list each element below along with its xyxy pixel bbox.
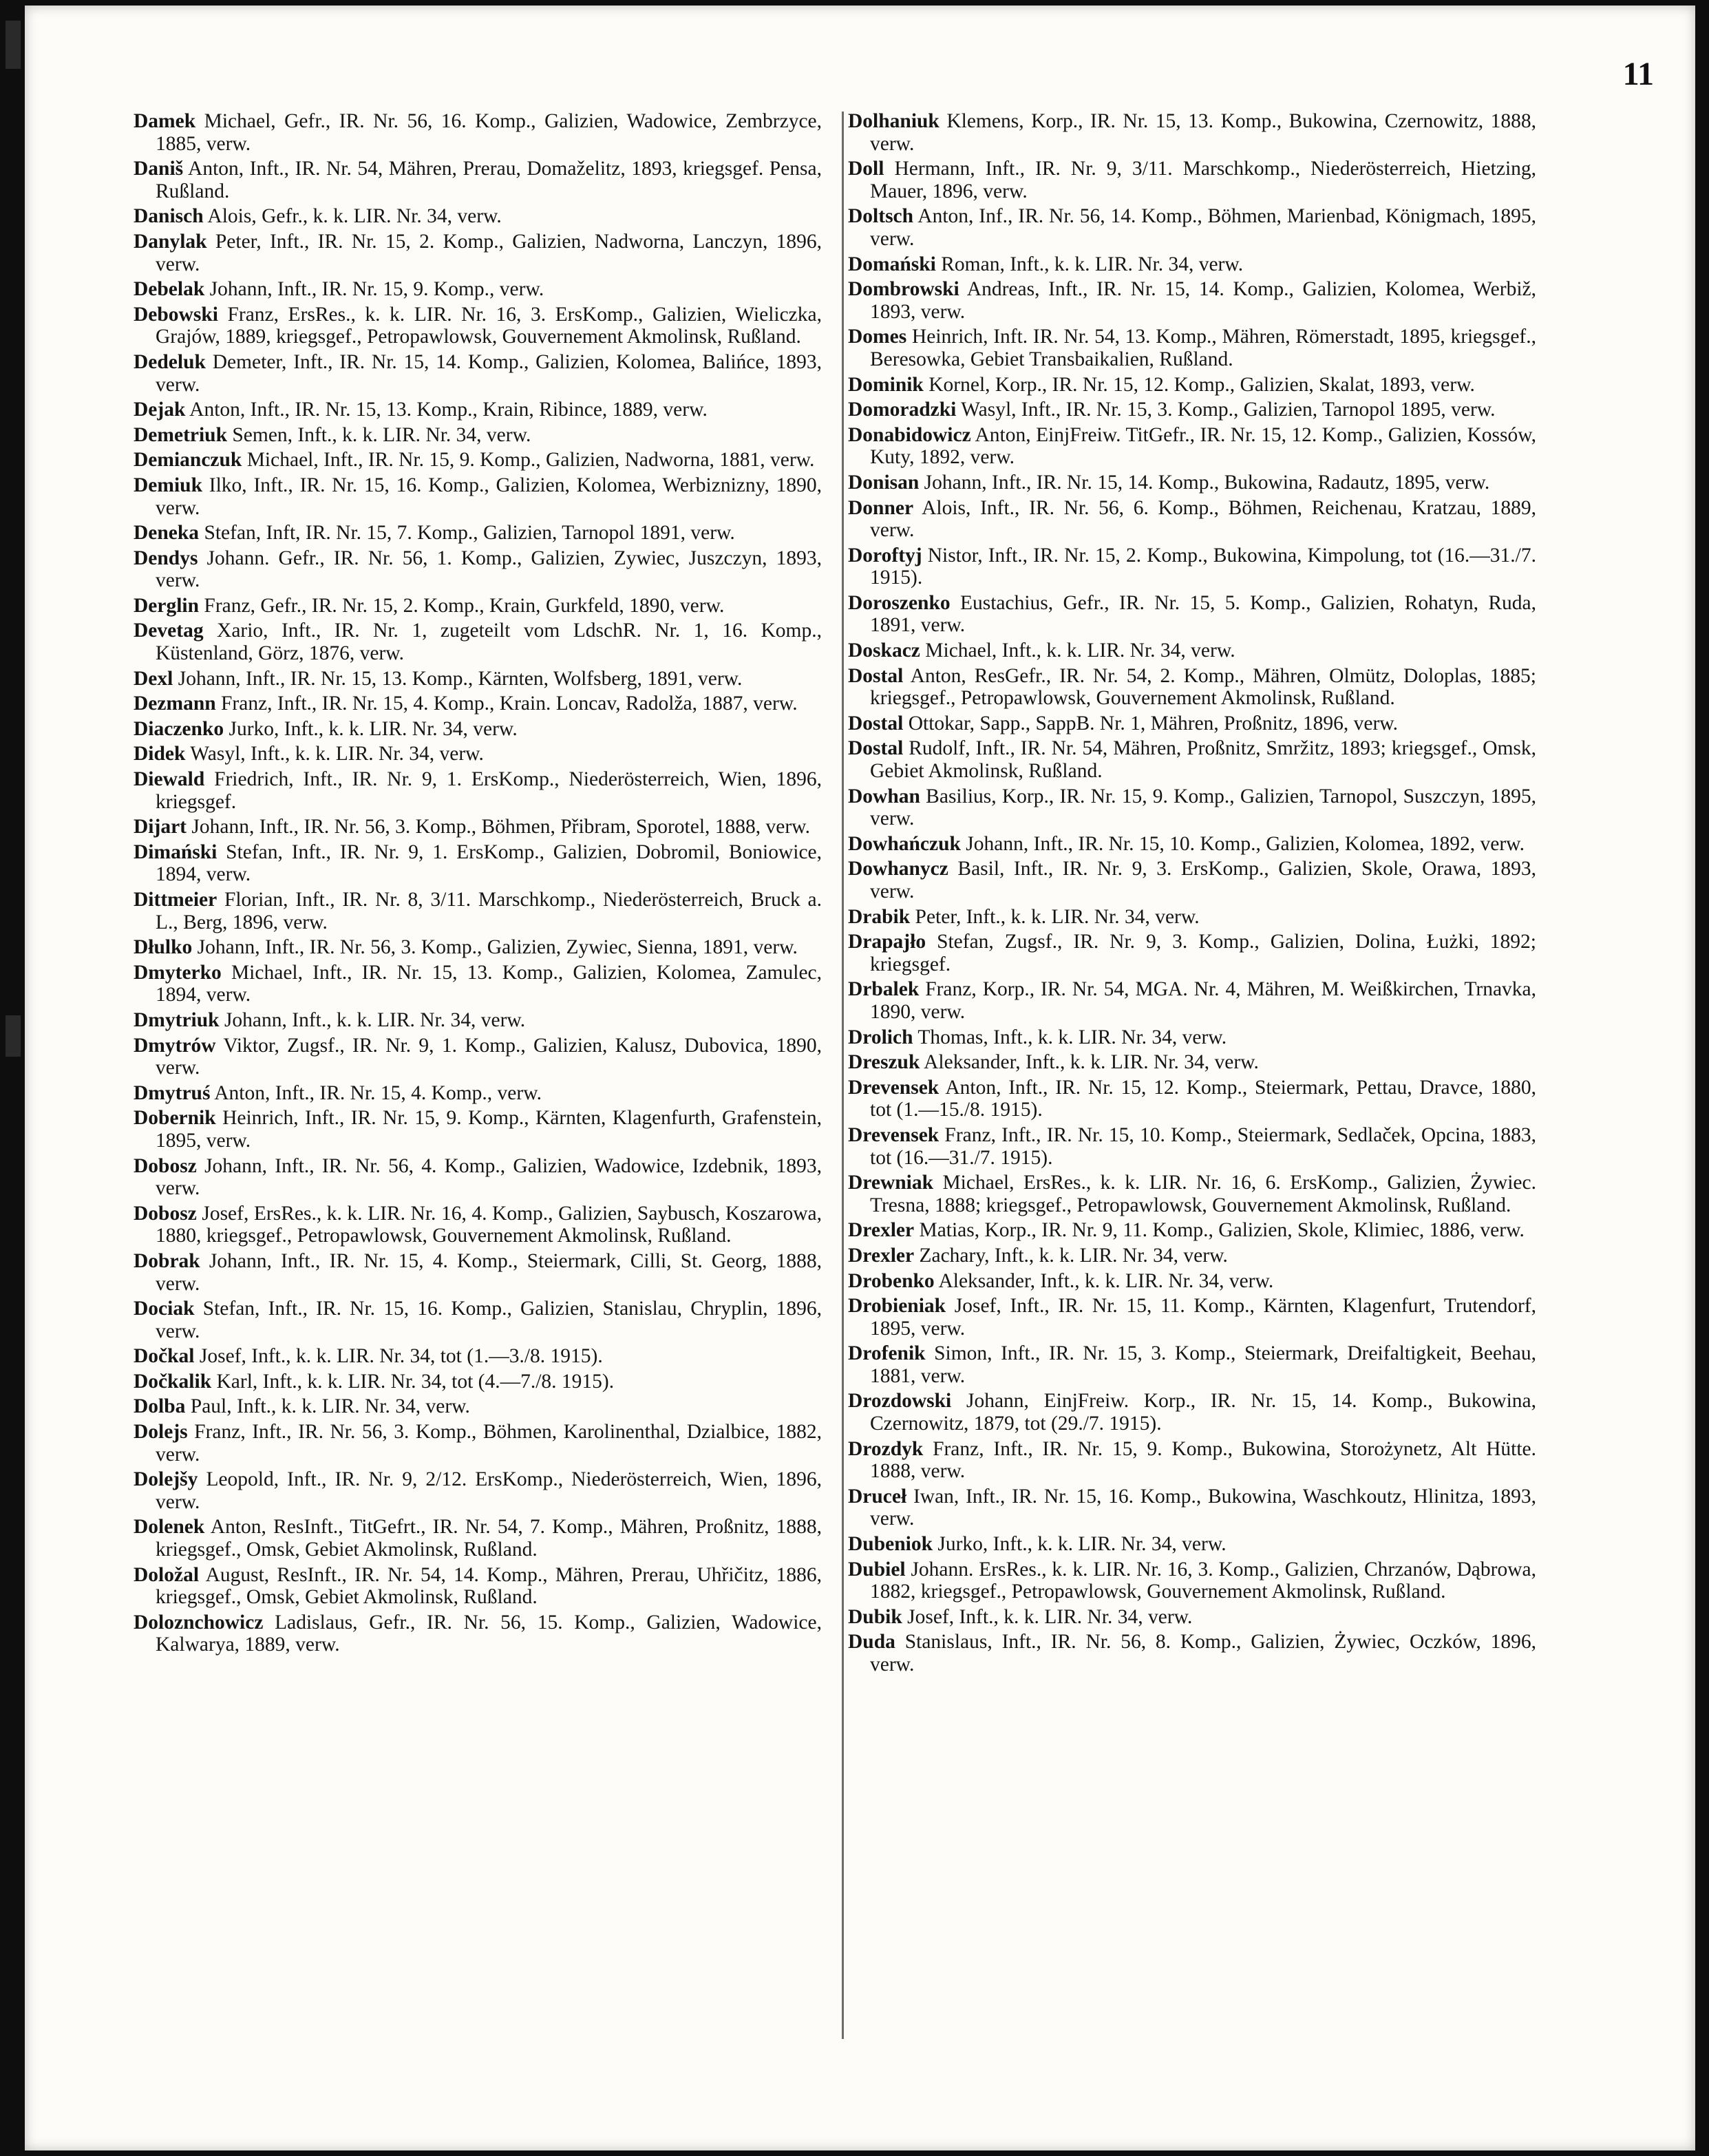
register-entry xyxy=(134,1298,822,1342)
entry-surname: Dobosz xyxy=(134,1154,197,1177)
entry-details: Matias, Korp., IR. Nr. 9, 11. Komp., Galizien, Skole, Klimiec, 1886, verw. xyxy=(919,1219,1525,1242)
register-entry xyxy=(848,906,1536,929)
entry-details: Peter, Inft., k. k. LIR. Nr. 34, verw. xyxy=(915,905,1200,928)
entry-details: Anton, ResGefr., IR. Nr. 54, 2. Komp., Mähren, Olmütz, Doloplas, 1885; kriegsgef., Petropawlowsk, Gouvernement Akmolinsk, Rußland. xyxy=(870,664,1536,710)
entry-surname: Donisan xyxy=(848,471,920,494)
entry-details: Franz, Inft., IR. Nr. 56, 3. Komp., Böhmen, Karolinenthal, Dzialbice, 1882, verw. xyxy=(156,1421,822,1466)
entry-details: Basil, Inft., IR. Nr. 9, 3. ErsKomp., Galizien, Skole, Orawa, 1893, verw. xyxy=(870,858,1537,902)
entry-details: Michael, Inft., IR. Nr. 15, 9. Komp., Galizien, Nadworna, 1881, verw. xyxy=(246,449,815,472)
entry-surname: Doroftyj xyxy=(848,544,922,567)
entry-details: Iwan, Inft., IR. Nr. 15, 16. Komp., Bukowina, Waschkoutz, Hlinitza, 1893, verw. xyxy=(870,1485,1536,1530)
entry-details: Basilius, Korp., IR. Nr. 15, 9. Komp., Galizien, Tarnopol, Suszczyn, 1895, verw. xyxy=(870,785,1537,830)
register-entry xyxy=(134,743,822,765)
entry-surname: Danylak xyxy=(134,230,207,253)
entry-details: Anton, Inft., IR. Nr. 15, 13. Komp., Krain, Ribince, 1889, verw. xyxy=(189,399,708,421)
register-entry xyxy=(134,718,822,741)
register-entry xyxy=(848,858,1536,902)
register-entry xyxy=(134,351,822,396)
register-entry xyxy=(134,936,822,959)
register-entry xyxy=(134,231,822,275)
entry-details: Ottokar, Sapp., SappB. Nr. 1, Mähren, Proßnitz, 1896, verw. xyxy=(908,712,1399,734)
entry-details: Michael, ErsRes., k. k. LIR. Nr. 16, 6. ErsKomp., Galizien, Żywiec. Tresna, 1888; kriegsgef., Petropawlowsk, Gouvernement Akmolinsk, Rußland. xyxy=(870,1172,1536,1216)
entry-surname: Damek xyxy=(134,110,196,132)
register-entry xyxy=(134,424,822,447)
entry-details: Alois, Inft., IR. Nr. 56, 6. Komp., Böhmen, Reichenau, Kratzau, 1889, verw. xyxy=(870,496,1536,542)
entry-details: Jurko, Inft., k. k. LIR. Nr. 34, verw. xyxy=(229,717,518,740)
entry-surname: Dolejs xyxy=(134,1421,188,1444)
entry-surname: Drevensek xyxy=(848,1123,940,1146)
register-entry xyxy=(134,816,822,838)
register-entry xyxy=(848,1438,1536,1483)
register-entry xyxy=(134,522,822,545)
register-entry xyxy=(848,833,1536,856)
register-entry xyxy=(848,978,1536,1023)
entry-details: Jurko, Inft., k. k. LIR. Nr. 34, verw. xyxy=(937,1533,1227,1556)
entry-details: Stefan, Inft, IR. Nr. 15, 7. Komp., Galizien, Tarnopol 1891, verw. xyxy=(204,522,735,545)
register-entry xyxy=(134,1371,822,1393)
entry-surname: Drozdowski xyxy=(848,1390,952,1413)
entry-details: Hermann, Inft., IR. Nr. 9, 3/11. Marschkomp., Niederösterreich, Hietzing, Mauer, 1896, verw. xyxy=(870,158,1537,202)
binding-edge-mark xyxy=(6,21,21,69)
entry-surname: Dolenek xyxy=(134,1516,205,1539)
entry-surname: Domes xyxy=(848,326,907,348)
entry-details: Johann, EinjFreiw. Korp., IR. Nr. 15, 14. Komp., Bukowina, Czernowitz, 1879, tot (29./7. 1915). xyxy=(870,1390,1536,1435)
entry-details: Nistor, Inft., IR. Nr. 15, 2. Komp., Bukowina, Kimpolung, tot (16.—31./7. 1915). xyxy=(870,544,1536,589)
entry-surname: Dostal xyxy=(848,664,904,687)
register-entry xyxy=(848,1026,1536,1049)
entry-details: Wasyl, Inft., k. k. LIR. Nr. 34, verw. xyxy=(190,743,484,765)
entry-details: Paul, Inft., k. k. LIR. Nr. 34, verw. xyxy=(190,1395,470,1418)
entry-details: Johann, Inft., IR. Nr. 15, 9. Komp., verw. xyxy=(209,278,544,301)
register-entry xyxy=(134,1082,822,1105)
entry-surname: Dmytruś xyxy=(134,1081,211,1104)
entry-details: Semen, Inft., k. k. LIR. Nr. 34, verw. xyxy=(232,423,531,446)
entry-surname: Demiuk xyxy=(134,474,202,496)
entry-surname: Doloznchowicz xyxy=(134,1611,264,1634)
entry-details: Franz, Gefr., IR. Nr. 15, 2. Komp., Krain, Gurkfeld, 1890, verw. xyxy=(204,594,725,617)
entry-surname: Doll xyxy=(848,158,884,180)
entry-details: Anton, ResInft., TitGefrt., IR. Nr. 54, 7. Komp., Mähren, Proßnitz, 1888, kriegsgef., Omsk, Gebiet Akmolinsk, Rußland. xyxy=(156,1516,822,1561)
entry-surname: Drevensek xyxy=(848,1076,940,1099)
entry-details: Stefan, Zugsf., IR. Nr. 9, 3. Komp., Galizien, Dolina, Łużki, 1892; kriegsgef. xyxy=(870,931,1537,975)
entry-surname: Drexler xyxy=(848,1244,915,1267)
entry-surname: Dowhanycz xyxy=(848,858,948,880)
entry-details: Andreas, Inft., IR. Nr. 15, 14. Komp., Galizien, Kolomea, Werbiž, 1893, verw. xyxy=(870,278,1536,323)
register-entry xyxy=(848,1270,1536,1293)
register-entry xyxy=(848,737,1536,782)
column-rule xyxy=(842,112,844,2039)
entry-surname: Debelak xyxy=(134,278,205,301)
register-entry xyxy=(848,1342,1536,1387)
entry-surname: Dłulko xyxy=(134,936,193,959)
entry-surname: Diaczenko xyxy=(134,717,224,740)
register-entry xyxy=(848,1172,1536,1216)
entry-surname: Drabik xyxy=(848,905,911,928)
entry-details: Johann, Inft., k. k. LIR. Nr. 34, verw. xyxy=(224,1008,526,1031)
entry-surname: Devetag xyxy=(134,620,204,642)
entry-surname: Drewniak xyxy=(848,1172,934,1194)
entry-details: Klemens, Korp., IR. Nr. 15, 13. Komp., Bukowina, Czernowitz, 1888, verw. xyxy=(870,110,1537,155)
entry-surname: Dexl xyxy=(134,667,173,690)
register-entry xyxy=(848,931,1536,975)
register-entry xyxy=(848,278,1536,323)
entry-details: Michael, Inft., k. k. LIR. Nr. 34, verw. xyxy=(925,640,1235,662)
register-entry xyxy=(134,620,822,664)
entry-details: Florian, Inft., IR. Nr. 8, 3/11. Marschkomp., Niederösterreich, Bruck a. L., Berg, 1896, verw. xyxy=(156,889,822,933)
entry-details: Josef, Inft., k. k. LIR. Nr. 34, verw. xyxy=(907,1605,1193,1628)
entry-details: Franz, Inft., IR. Nr. 15, 9. Komp., Bukowina, Storożynetz, Alt Hütte. 1888, verw. xyxy=(870,1437,1537,1483)
register-entry xyxy=(848,1486,1536,1530)
entry-surname: Dittmeier xyxy=(134,889,217,911)
entry-surname: Dijart xyxy=(134,816,187,838)
entry-surname: Domoradzki xyxy=(848,399,957,421)
entry-surname: Debowski xyxy=(134,303,218,326)
register-entry xyxy=(134,1107,822,1152)
register-entry xyxy=(848,1606,1536,1629)
register-entry xyxy=(848,1219,1536,1242)
entry-details: Kornel, Korp., IR. Nr. 15, 12. Komp., Galizien, Skalat, 1893, verw. xyxy=(928,373,1475,396)
register-entry xyxy=(848,158,1536,202)
register-entry xyxy=(848,1558,1536,1603)
entry-details: Michael, Gefr., IR. Nr. 56, 16. Komp., Galizien, Wadowice, Zembrzyce, 1885, verw. xyxy=(156,110,822,155)
entry-surname: Dobrak xyxy=(134,1249,200,1272)
page-number: 11 xyxy=(1622,56,1654,92)
entry-surname: Dowhańczuk xyxy=(848,832,961,855)
entry-surname: Dočkal xyxy=(134,1345,195,1368)
register-entry xyxy=(848,785,1536,830)
entry-surname: Doskacz xyxy=(848,640,920,662)
entry-details: Franz, Korp., IR. Nr. 54, MGA. Nr. 4, Mähren, M. Weißkirchen, Trnavka, 1890, verw. xyxy=(870,978,1537,1023)
register-entry xyxy=(134,1611,822,1656)
entry-surname: Demetriuk xyxy=(134,423,227,446)
entry-details: Franz, Inft., IR. Nr. 15, 4. Komp., Krain. Loncav, Radolža, 1887, verw. xyxy=(221,693,798,715)
entry-details: Thomas, Inft., k. k. LIR. Nr. 34, verw. xyxy=(917,1026,1227,1048)
entry-details: Simon, Inft., IR. Nr. 15, 3. Komp., Steiermark, Dreifaltigkeit, Beehau, 1881, verw. xyxy=(870,1342,1537,1387)
entry-surname: Dobosz xyxy=(134,1202,197,1225)
register-entry xyxy=(134,205,822,228)
register-entry xyxy=(134,278,822,301)
entry-surname: Donabidowicz xyxy=(848,423,971,446)
entry-details: August, ResInft., IR. Nr. 54, 14. Komp., Mähren, Prerau, Uhřičitz, 1886, kriegsgef., Omsk, Gebiet Akmolinsk, Rußland. xyxy=(156,1563,822,1609)
register-entry xyxy=(848,640,1536,662)
register-entry xyxy=(848,1631,1536,1676)
entry-details: Johann. ErsRes., k. k. LIR. Nr. 16, 3. Komp., Galizien, Chrzanów, Dąbrowa, 1882, kriegsgef., Petropawlowsk, Gouvernement Akmolinsk, Rußland. xyxy=(870,1558,1536,1603)
entry-details: Stanislaus, Inft., IR. Nr. 56, 8. Komp., Galizien, Żywiec, Oczków, 1896, verw. xyxy=(870,1631,1536,1676)
register-entry xyxy=(134,474,822,519)
register-entry xyxy=(134,668,822,690)
register-entry xyxy=(848,110,1536,155)
entry-surname: Dejak xyxy=(134,399,186,421)
register-entry xyxy=(848,665,1536,710)
register-entry xyxy=(848,399,1536,421)
entry-surname: Dominik xyxy=(848,373,924,396)
entry-details: Anton, EinjFreiw. TitGefr., IR. Nr. 15, 12. Komp., Galizien, Kossów, Kuty, 1892, verw. xyxy=(870,423,1536,469)
register-entry xyxy=(848,1295,1536,1340)
register-entry xyxy=(134,1345,822,1368)
entry-details: Johann, Inft., IR. Nr. 15, 13. Komp., Kärnten, Wolfsberg, 1891, verw. xyxy=(178,667,743,690)
register-entry xyxy=(134,841,822,886)
entry-details: Ilko, Inft., IR. Nr. 15, 16. Komp., Galizien, Kolomea, Werbiznizny, 1890, verw. xyxy=(156,474,822,519)
register-entry xyxy=(134,547,822,592)
register-entry xyxy=(848,712,1536,735)
entry-details: Johann, Inft., IR. Nr. 15, 14. Komp., Bukowina, Radautz, 1895, verw. xyxy=(924,471,1490,494)
entry-details: Zachary, Inft., k. k. LIR. Nr. 34, verw. xyxy=(919,1244,1228,1267)
entry-surname: Drapajło xyxy=(848,931,926,953)
register-entry xyxy=(134,768,822,813)
right-column xyxy=(848,110,1536,1679)
register-entry xyxy=(134,1009,822,1032)
entry-surname: Doltsch xyxy=(848,205,914,228)
register-entry xyxy=(134,1203,822,1247)
entry-details: Josef, Inft., k. k. LIR. Nr. 34, tot (1.—3./8. 1915). xyxy=(199,1345,603,1368)
entry-surname: Doroszenko xyxy=(848,591,951,614)
entry-surname: Drozdyk xyxy=(848,1437,924,1460)
entry-surname: Dubiel xyxy=(848,1558,906,1581)
entry-surname: Duda xyxy=(848,1631,895,1653)
entry-details: Johann, Inft., IR. Nr. 56, 4. Komp., Galizien, Wadowice, Izdebnik, 1893, verw. xyxy=(156,1154,822,1200)
register-entry xyxy=(134,1516,822,1561)
register-entry xyxy=(134,1421,822,1466)
register-entry xyxy=(134,449,822,472)
entry-details: Stefan, Inft., IR. Nr. 9, 1. ErsKomp., Galizien, Dobromil, Boniowice, 1894, verw. xyxy=(156,841,822,886)
register-entry xyxy=(134,1250,822,1295)
register-entry xyxy=(134,399,822,421)
register-entry xyxy=(848,472,1536,494)
register-entry xyxy=(134,1155,822,1200)
entry-details: Anton, Inft., IR. Nr. 15, 12. Komp., Steiermark, Pettau, Dravce, 1880, tot (1.—15./8. 1915). xyxy=(870,1076,1536,1121)
entry-surname: Derglin xyxy=(134,594,200,617)
entry-details: Aleksander, Inft., k. k. LIR. Nr. 34, verw. xyxy=(938,1269,1274,1292)
entry-details: Josef, ErsRes., k. k. LIR. Nr. 16, 4. Komp., Galizien, Saybusch, Koszarowa, 1880, kriegsgef., Petropawlowsk, Gouvernement Akmolinsk, Rußland. xyxy=(156,1202,822,1247)
entry-surname: Didek xyxy=(134,743,186,765)
entry-details: Johann, Inft., IR. Nr. 56, 3. Komp., Galizien, Zywiec, Sienna, 1891, verw. xyxy=(197,936,798,959)
entry-details: Johann. Gefr., IR. Nr. 56, 1. Komp., Galizien, Zywiec, Juszczyn, 1893, verw. xyxy=(156,547,822,592)
entry-surname: Drobieniak xyxy=(848,1295,946,1318)
entry-details: Anton, Inf., IR. Nr. 56, 14. Komp., Böhmen, Marienbad, Königmach, 1895, verw. xyxy=(870,205,1536,250)
binding-edge-mark xyxy=(6,1015,21,1057)
entry-surname: Dubeniok xyxy=(848,1533,933,1556)
entry-details: Karl, Inft., k. k. LIR. Nr. 34, tot (4.—7./8. 1915). xyxy=(216,1370,615,1393)
entry-surname: Dmytriuk xyxy=(134,1008,220,1031)
entry-surname: Drofenik xyxy=(848,1342,926,1365)
register-entry xyxy=(848,497,1536,542)
entry-details: Ladislaus, Gefr., IR. Nr. 56, 15. Komp., Galizien, Wadowice, Kalwarya, 1889, verw. xyxy=(156,1611,822,1656)
entry-details: Franz, ErsRes., k. k. LIR. Nr. 16, 3. ErsKomp., Galizien, Wieliczka, Grajów, 1889, kriegsgef., Petropawlowsk, Gouvernement Akmolinsk, Rußland. xyxy=(156,303,822,348)
register-entry xyxy=(848,545,1536,589)
register-entry xyxy=(848,374,1536,397)
entry-details: Aleksander, Inft., k. k. LIR. Nr. 34, verw. xyxy=(924,1051,1259,1074)
entry-details: Franz, Inft., IR. Nr. 15, 10. Komp., Steiermark, Sedlaček, Opcina, 1883, tot (16.—31./7. 1915). xyxy=(870,1123,1536,1169)
entry-details: Demeter, Inft., IR. Nr. 15, 14. Komp., Galizien, Kolomea, Balińce, 1893, verw. xyxy=(156,350,822,396)
entry-details: Eustachius, Gefr., IR. Nr. 15, 5. Komp., Galizien, Rohatyn, Ruda, 1891, verw. xyxy=(870,591,1537,637)
entry-details: Anton, Inft., IR. Nr. 15, 4. Komp., verw. xyxy=(214,1081,542,1104)
register-entry xyxy=(134,1395,822,1418)
entry-details: Heinrich, Inft., IR. Nr. 15, 9. Komp., Kärnten, Klagenfurth, Grafenstein, 1895, verw. xyxy=(156,1107,822,1152)
register-entry xyxy=(134,889,822,933)
entry-surname: Dobernik xyxy=(134,1107,216,1130)
register-entry xyxy=(848,1124,1536,1169)
register-entry xyxy=(134,1468,822,1513)
left-column xyxy=(134,110,822,1659)
entry-surname: Dolhaniuk xyxy=(848,110,940,132)
entry-surname: Dubik xyxy=(848,1605,902,1628)
entry-details: Alois, Gefr., k. k. LIR. Nr. 34, verw. xyxy=(207,205,502,228)
entry-surname: Dmytrów xyxy=(134,1034,216,1057)
entry-details: Rudolf, Inft., IR. Nr. 54, Mähren, Proßnitz, Smržitz, 1893; kriegsgef., Omsk, Gebiet Akmolinsk, Rußland. xyxy=(870,737,1536,783)
entry-details: Johann, Inft., IR. Nr. 56, 3. Komp., Böhmen, Přibram, Sporotel, 1888, verw. xyxy=(191,816,810,838)
register-entry xyxy=(848,1077,1536,1121)
entry-surname: Daniš xyxy=(134,158,184,180)
register-entry xyxy=(134,595,822,617)
entry-surname: Deneka xyxy=(134,522,200,545)
register-entry xyxy=(134,693,822,715)
entry-surname: Dolejšy xyxy=(134,1468,198,1491)
entry-surname: Dociak xyxy=(134,1298,195,1320)
entry-surname: Druceł xyxy=(848,1485,907,1508)
entry-surname: Dočkalik xyxy=(134,1370,212,1393)
entry-details: Johann, Inft., IR. Nr. 15, 10. Komp., Galizien, Kolomea, 1892, verw. xyxy=(966,832,1525,855)
entry-surname: Dostal xyxy=(848,712,904,734)
entry-surname: Drexler xyxy=(848,1219,915,1242)
entry-details: Heinrich, Inft. IR. Nr. 54, 13. Komp., Mähren, Römerstadt, 1895, kriegsgef., Beresowka, Gebiet Transbaikalien, Rußland. xyxy=(870,326,1536,370)
entry-surname: Drolich xyxy=(848,1026,913,1048)
register-entry xyxy=(848,1051,1536,1074)
entry-details: Xario, Inft., IR. Nr. 1, zugeteilt vom LdschR. Nr. 1, 16. Komp., Küstenland, Görz, 1876, verw. xyxy=(156,620,822,665)
register-entry xyxy=(848,1533,1536,1556)
entry-details: Josef, Inft., IR. Nr. 15, 11. Komp., Kärnten, Klagenfurt, Trutendorf, 1895, verw. xyxy=(870,1295,1536,1340)
register-entry xyxy=(134,158,822,202)
register-entry xyxy=(848,592,1536,637)
entry-details: Leopold, Inft., IR. Nr. 9, 2/12. ErsKomp., Niederösterreich, Wien, 1896, verw. xyxy=(156,1468,822,1513)
entry-surname: Dedeluk xyxy=(134,350,206,373)
entry-details: Peter, Inft., IR. Nr. 15, 2. Komp., Galizien, Nadworna, Lanczyn, 1896, verw. xyxy=(156,230,822,275)
register-entry xyxy=(848,205,1536,250)
entry-details: Johann, Inft., IR. Nr. 15, 4. Komp., Steiermark, Cilli, St. Georg, 1888, verw. xyxy=(156,1249,822,1295)
entry-surname: Dreszuk xyxy=(848,1051,920,1074)
entry-surname: Donner xyxy=(848,496,914,519)
register-entry xyxy=(134,962,822,1006)
register-entry xyxy=(134,110,822,155)
entry-surname: Danisch xyxy=(134,205,204,228)
entry-surname: Dostal xyxy=(848,737,904,760)
entry-surname: Dmyterko xyxy=(134,961,222,984)
entry-surname: Dezmann xyxy=(134,693,216,715)
entry-details: Wasyl, Inft., IR. Nr. 15, 3. Komp., Galizien, Tarnopol 1895, verw. xyxy=(961,399,1496,421)
entry-surname: Domański xyxy=(848,253,936,275)
register-entry xyxy=(848,253,1536,276)
entry-surname: Diewald xyxy=(134,768,205,791)
entry-surname: Doložal xyxy=(134,1563,200,1586)
entry-details: Anton, Inft., IR. Nr. 54, Mähren, Prerau, Domaželitz, 1893, kriegsgef. Pensa, Rußland. xyxy=(156,158,822,202)
entry-surname: Dendys xyxy=(134,547,198,569)
entry-surname: Dombrowski xyxy=(848,278,959,301)
entry-surname: Dimański xyxy=(134,841,217,863)
register-entry xyxy=(848,326,1536,370)
register-entry xyxy=(848,424,1536,469)
entry-details: Stefan, Inft., IR. Nr. 15, 16. Komp., Galizien, Stanislau, Chryplin, 1896, verw. xyxy=(156,1298,822,1342)
register-entry xyxy=(848,1390,1536,1435)
entry-details: Roman, Inft., k. k. LIR. Nr. 34, verw. xyxy=(941,253,1244,275)
register-entry xyxy=(134,1035,822,1079)
entry-surname: Drobenko xyxy=(848,1269,935,1292)
entry-surname: Dolba xyxy=(134,1395,186,1418)
entry-details: Viktor, Zugsf., IR. Nr. 9, 1. Komp., Galizien, Kalusz, Dubovica, 1890, verw. xyxy=(156,1034,822,1079)
entry-surname: Drbalek xyxy=(848,978,920,1001)
entry-surname: Demianczuk xyxy=(134,449,242,472)
entry-details: Michael, Inft., IR. Nr. 15, 13. Komp., Galizien, Kolomea, Zamulec, 1894, verw. xyxy=(156,961,822,1006)
register-entry xyxy=(848,1245,1536,1267)
entry-details: Friedrich, Inft., IR. Nr. 9, 1. ErsKomp., Niederösterreich, Wien, 1896, kriegsgef. xyxy=(156,768,822,813)
register-entry xyxy=(134,304,822,348)
register-entry xyxy=(134,1564,822,1609)
entry-surname: Dowhan xyxy=(848,785,920,807)
